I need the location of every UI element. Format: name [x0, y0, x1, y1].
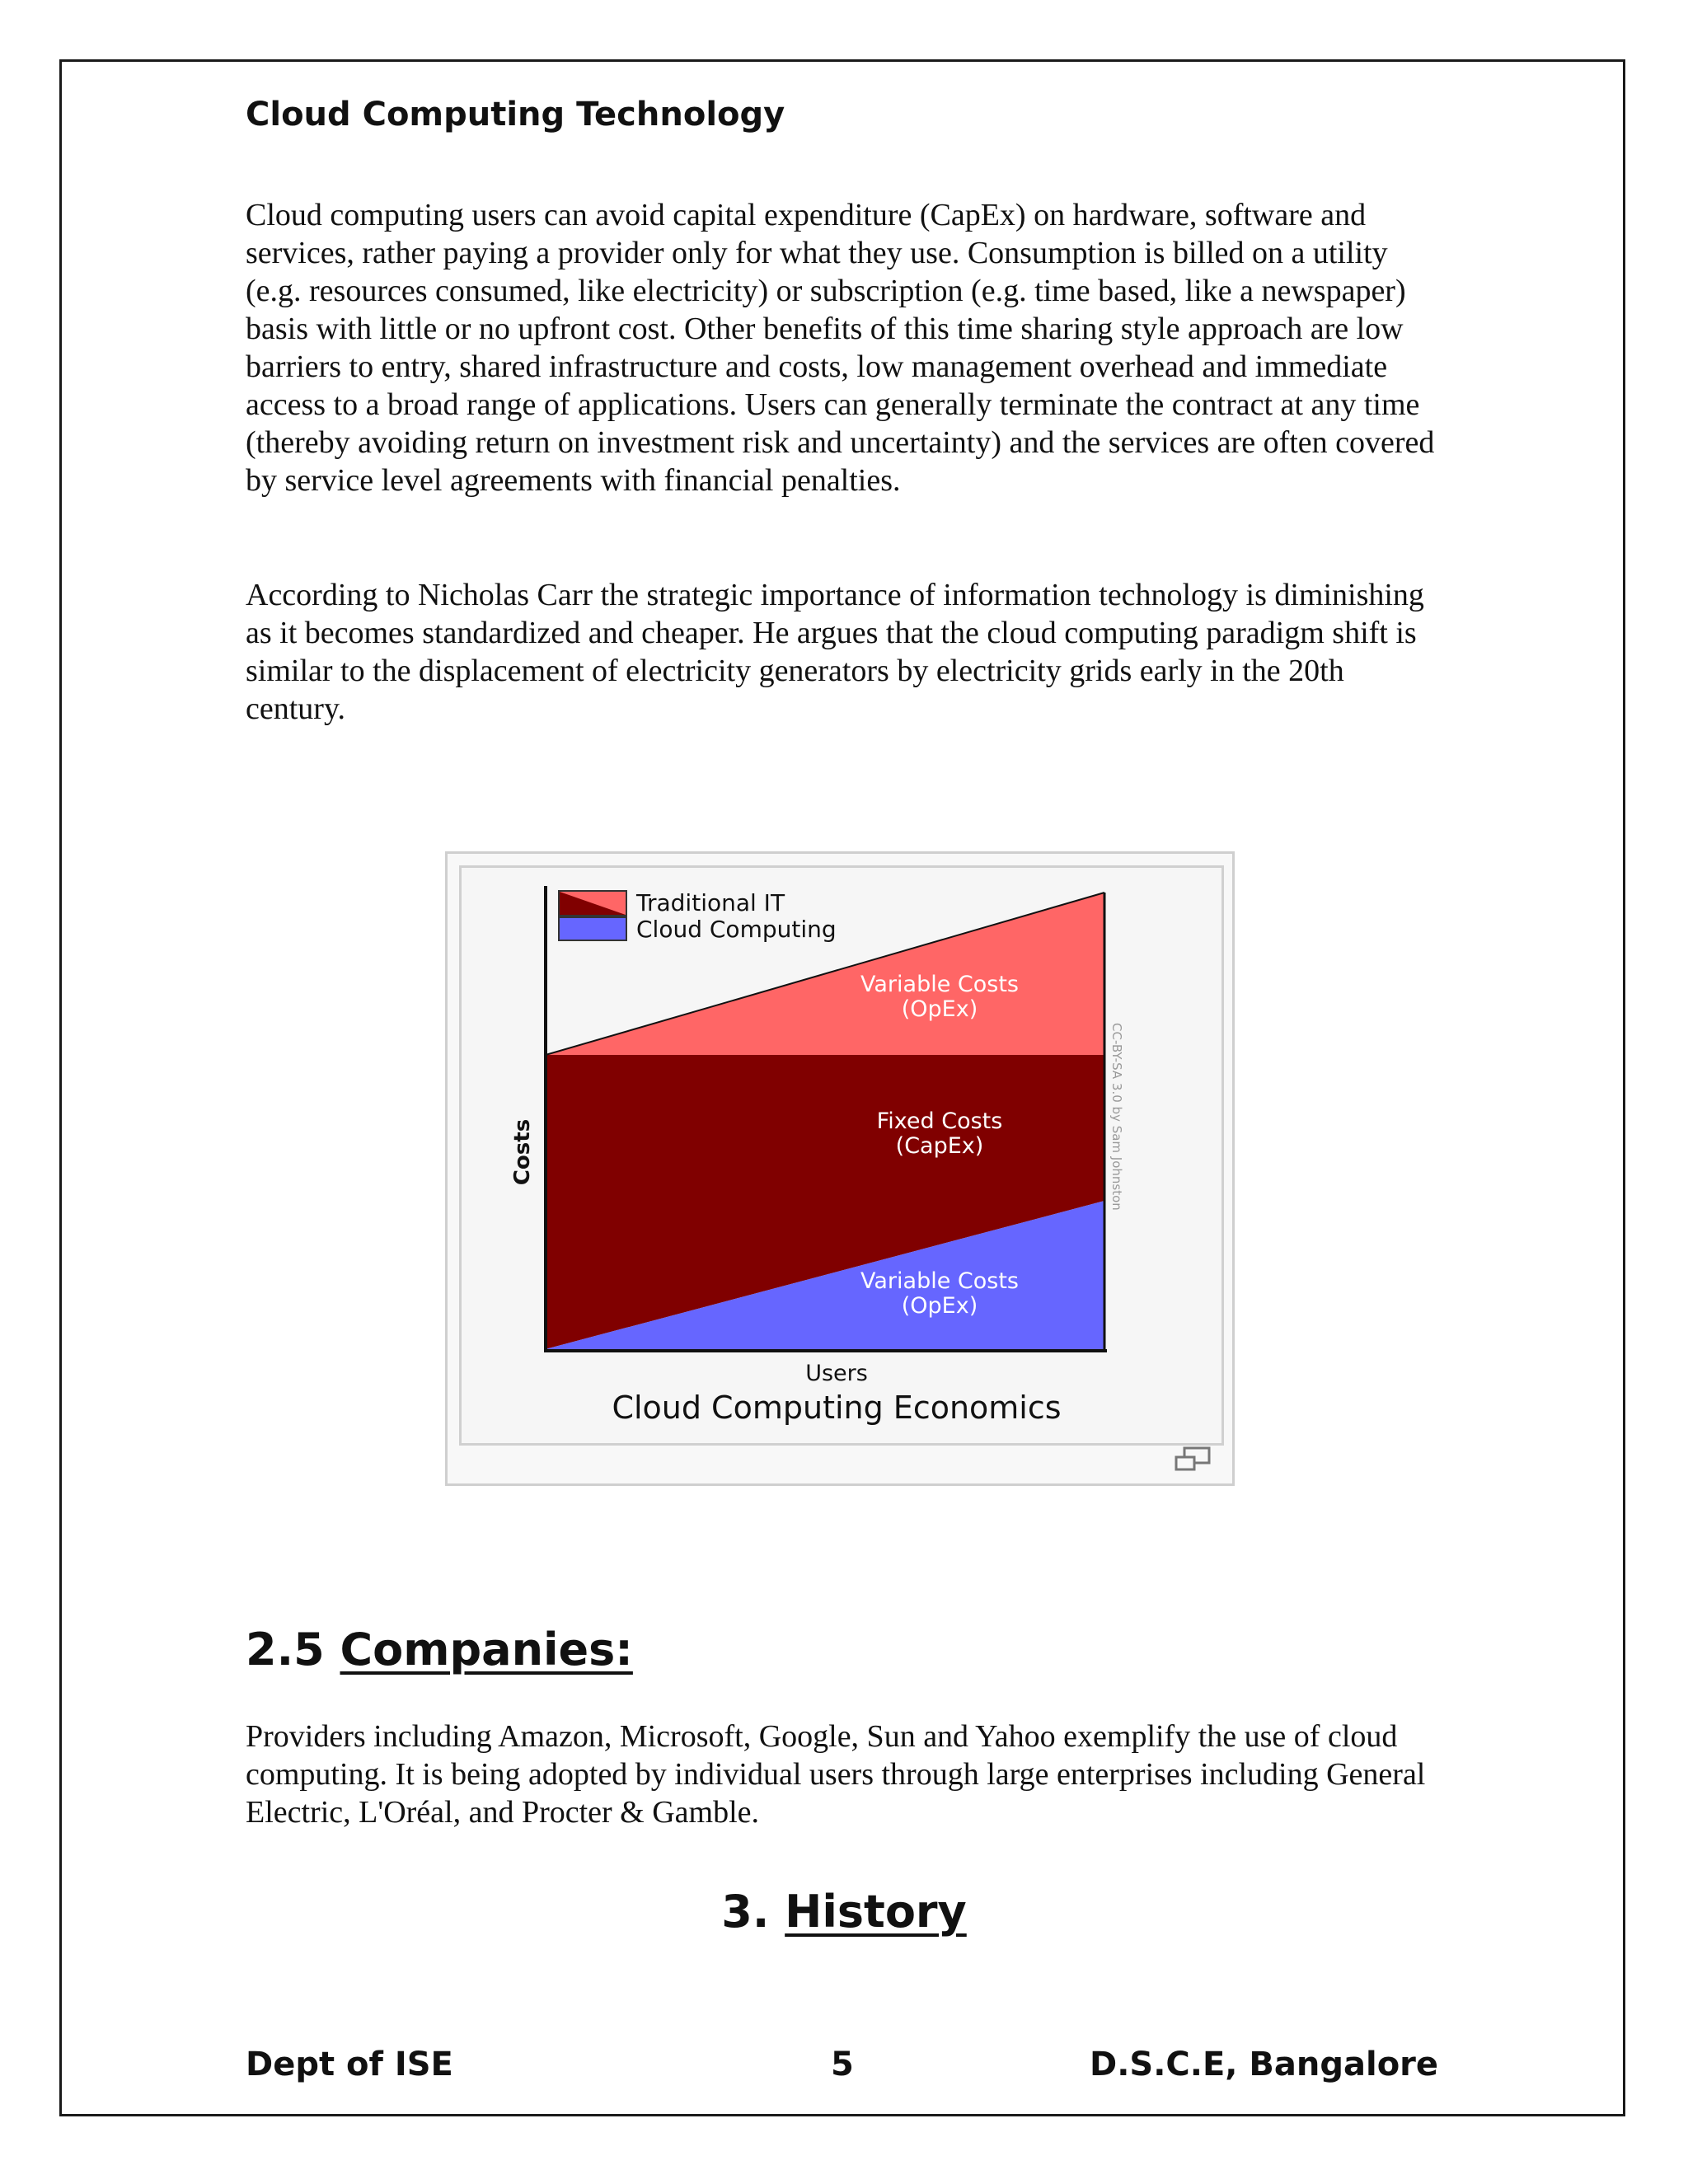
- legend-swatch-cloud: [559, 917, 626, 940]
- legend-label-cloud: Cloud Computing: [636, 916, 837, 943]
- legend-label-traditional: Traditional IT: [636, 889, 785, 916]
- paragraph-providers: Providers including Amazon, Microsoft, Google, Sun and Yahoo exemplify the use of cloud computing. It is being adopted by individual users through large enterprises including General Electric, L'Oréal, and Procter & Gamble.: [246, 1719, 1426, 1830]
- fixed-costs-region: [546, 1055, 1104, 1201]
- chapter-title: History: [785, 1886, 967, 1938]
- section-number: 2.5: [246, 1624, 325, 1675]
- cloud-economics-diagram: [459, 865, 1224, 1446]
- top-opex-label: (OpEx): [901, 996, 978, 1022]
- paragraph-carr: According to Nicholas Carr the strategic importance of information technology is diminishing as it becomes standardized and cheaper. He argues that the cloud computing paradigm shift is similar to the displacement of electricity generators by electricity grids early in the 20th century.: [246, 578, 1424, 726]
- section-heading-companies: [246, 1624, 633, 1675]
- figure-thumbnail: [445, 851, 1235, 1486]
- section-title: Companies:: [340, 1624, 633, 1675]
- paragraph-capex: Cloud computing users can avoid capital expenditure (CapEx) on hardware, software and services, rather paying a provider only for what they use. Consumption is billed on a utility (e.g. resources consumed, like electricity) or subscription (e.g. time based, like a newspaper) basis with little or no upfront cost. Other benefits of this time sharing style approach are low barriers to entry, shared infrastructure and costs, low management overhead and immediate access to a broad range of applications. Users can generally terminate the contract at any time (thereby avoiding return on investment risk and uncertainty) and the services are often covered by service level agreements with financial penalties.: [246, 198, 1435, 498]
- figure-title: Cloud Computing Economics: [612, 1390, 1062, 1426]
- x-axis-label: Users: [805, 1361, 868, 1386]
- y-axis-label: Costs: [510, 1118, 535, 1186]
- chapter-heading-history: [0, 1886, 1688, 1938]
- enlarge-icon[interactable]: [1173, 1446, 1214, 1474]
- bottom-variable-costs-label: Variable Costs: [860, 1268, 1019, 1294]
- fixed-costs-label: Fixed Costs: [876, 1108, 1003, 1134]
- legend: [559, 889, 837, 943]
- header-title: Cloud Computing Technology: [246, 96, 785, 134]
- capex-label: (CapEx): [895, 1133, 984, 1159]
- footer-page-number: 5: [831, 2046, 854, 2083]
- license-credit: CC-BY-SA 3.0 by Sam Johnston: [1109, 1023, 1124, 1211]
- footer-department: Dept of ISE: [246, 2046, 453, 2083]
- footer-institution: D.S.C.E, Bangalore: [1090, 2046, 1439, 2083]
- bottom-opex-label: (OpEx): [901, 1293, 978, 1319]
- chapter-number: 3.: [721, 1886, 770, 1938]
- top-variable-costs-label: Variable Costs: [860, 972, 1019, 997]
